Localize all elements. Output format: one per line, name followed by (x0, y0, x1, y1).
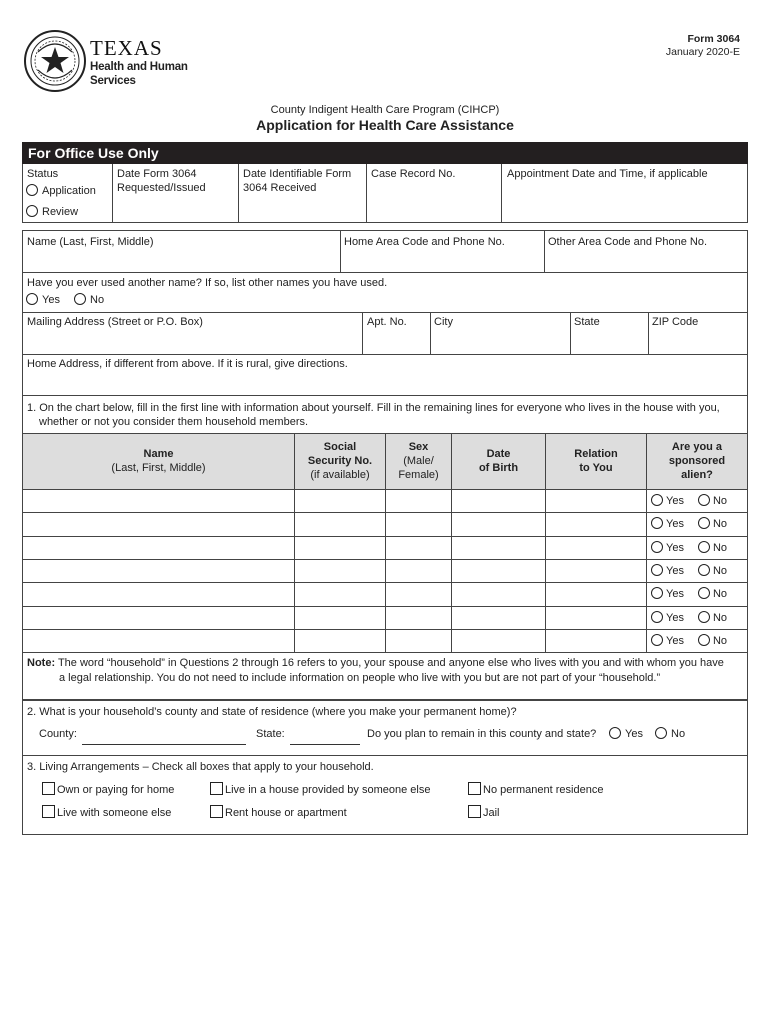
sponsored-no-option[interactable]: No (698, 495, 727, 507)
household-row[interactable] (651, 564, 727, 577)
form-date: January 2020-E (665, 46, 740, 58)
yes-radio[interactable] (609, 727, 621, 739)
zip-field[interactable]: ZIP Code (652, 316, 699, 328)
other-names-yes[interactable]: Yes (26, 293, 60, 307)
q1-text-line2: whether or not you consider them household members. (39, 416, 309, 428)
other-phone-field[interactable]: Other Area Code and Phone No. (548, 236, 707, 248)
status-label: Status (27, 168, 59, 180)
col-header-dob: Date of Birth (452, 434, 545, 489)
household-row[interactable] (651, 517, 727, 530)
own-home-checkbox[interactable] (42, 782, 55, 795)
page-title: Application for Health Care Assistance (256, 117, 514, 133)
texas-hhs-seal-logo (24, 30, 86, 92)
no-permanent-checkbox[interactable] (468, 782, 481, 795)
sponsored-no-option[interactable]: No (698, 518, 727, 530)
col-header-name: Name (Last, First, Middle) (23, 434, 294, 489)
no-radio[interactable] (698, 634, 710, 646)
sponsored-yes-option[interactable]: Yes (651, 612, 684, 624)
own-home-option[interactable]: Own or paying for home (42, 782, 174, 797)
agency-sub-1: Health and Human (90, 61, 188, 73)
household-note-line2: a legal relationship. You do not need to include information on people who live with you but are not part of your “household.” (59, 672, 661, 684)
jail-checkbox[interactable] (468, 805, 481, 818)
jail-option[interactable]: Jail (468, 805, 500, 820)
col-header-relation: Relation to You (546, 434, 646, 489)
yes-radio[interactable] (651, 541, 663, 553)
household-row[interactable] (651, 541, 727, 554)
name-field[interactable]: Name (Last, First, Middle) (27, 236, 154, 248)
county-input[interactable] (82, 744, 246, 745)
home-phone-field[interactable]: Home Area Code and Phone No. (344, 236, 505, 248)
no-radio[interactable] (698, 564, 710, 576)
yes-radio[interactable] (651, 517, 663, 529)
no-radio[interactable] (698, 587, 710, 599)
yes-radio[interactable] (26, 293, 38, 305)
sponsored-yes-option[interactable]: Yes (651, 518, 684, 530)
form-identifier (666, 33, 740, 59)
remain-yes[interactable]: Yes (609, 727, 643, 741)
col-header-sponsored-alien: Are you a sponsored alien? (647, 434, 747, 489)
agency-name: TEXAS (90, 36, 163, 60)
no-radio[interactable] (698, 611, 710, 623)
agency-sub-2: Services (90, 75, 136, 87)
yes-radio[interactable] (651, 587, 663, 599)
applicant-info-box (22, 230, 748, 396)
sponsored-yes-option[interactable]: Yes (651, 495, 684, 507)
yes-radio[interactable] (651, 564, 663, 576)
other-names-question: Have you ever used another name? If so, list other names you have used. (27, 277, 388, 289)
status-review-option[interactable]: Review (26, 205, 78, 219)
state-input[interactable] (290, 744, 360, 745)
yes-radio[interactable] (651, 634, 663, 646)
sponsored-no-option[interactable]: No (698, 565, 727, 577)
household-row[interactable] (651, 587, 727, 600)
agency-logo-text (90, 38, 188, 87)
no-radio[interactable] (698, 541, 710, 553)
apt-field[interactable]: Apt. No. (367, 316, 407, 328)
case-record-field[interactable]: Case Record No. (371, 168, 456, 180)
program-name: County Indigent Health Care Program (CIHCP) (270, 104, 500, 116)
household-row[interactable] (651, 494, 727, 507)
sponsored-no-option[interactable]: No (698, 542, 727, 554)
yes-radio[interactable] (651, 611, 663, 623)
q3-question: 3. Living Arrangements – Check all boxes that apply to your household. (27, 761, 374, 773)
yes-radio[interactable] (651, 494, 663, 506)
no-permanent-option[interactable]: No permanent residence (468, 782, 603, 797)
col-header-ssn: Social Security No. (if available) (295, 434, 385, 489)
review-radio[interactable] (26, 205, 38, 217)
county-label: County: (39, 728, 77, 740)
sponsored-yes-option[interactable]: Yes (651, 565, 684, 577)
sponsored-yes-option[interactable]: Yes (651, 588, 684, 600)
office-use-bar: For Office Use Only (22, 142, 748, 164)
live-with-someone-checkbox[interactable] (42, 805, 55, 818)
state-field[interactable]: State (574, 316, 600, 328)
remain-question: Do you plan to remain in this county and state? (367, 728, 597, 740)
household-row[interactable] (651, 634, 727, 647)
live-with-someone-option[interactable]: Live with someone else (42, 805, 171, 820)
date-identifiable-received-field[interactable]: Date Identifiable Form 3064 Received (243, 168, 352, 194)
form-number: Form 3064 (687, 33, 740, 45)
sponsored-no-option[interactable]: No (698, 612, 727, 624)
application-radio[interactable] (26, 184, 38, 196)
sponsored-no-option[interactable]: No (698, 588, 727, 600)
household-row[interactable] (651, 611, 727, 624)
status-application-option[interactable]: Application (26, 184, 96, 198)
mailing-address-field[interactable]: Mailing Address (Street or P.O. Box) (27, 316, 203, 328)
col-header-sex: Sex (Male/ Female) (386, 434, 451, 489)
appointment-field[interactable]: Appointment Date and Time, if applicable (507, 168, 708, 180)
home-address-field[interactable]: Home Address, if different from above. If it is rural, give directions. (27, 358, 348, 370)
no-radio[interactable] (698, 494, 710, 506)
q1-text-line1: 1. On the chart below, fill in the first line with information about yourself. Fill in the remaining lines for everyone who lives in the house with you, (27, 402, 720, 414)
state-label: State: (256, 728, 285, 740)
q2-question: 2. What is your household’s county and state of residence (where you make your permanent home)? (27, 706, 517, 718)
no-radio[interactable] (655, 727, 667, 739)
no-radio[interactable] (698, 517, 710, 529)
house-provided-option[interactable]: Live in a house provided by someone else (210, 782, 430, 797)
household-note: Note: The word “household” in Questions 2 through 16 refers to you, your spouse and anyone else who lives with you and with whom you have (27, 657, 724, 669)
sponsored-no-option[interactable]: No (698, 635, 727, 647)
sponsored-yes-option[interactable]: Yes (651, 635, 684, 647)
remain-no[interactable]: No (655, 727, 685, 741)
no-radio[interactable] (74, 293, 86, 305)
sponsored-yes-option[interactable]: Yes (651, 542, 684, 554)
house-provided-checkbox[interactable] (210, 782, 223, 795)
date-form-requested-field[interactable]: Date Form 3064 Requested/Issued (117, 168, 206, 194)
other-names-no[interactable]: No (74, 293, 104, 307)
rent-option[interactable]: Rent house or apartment (210, 805, 347, 820)
city-field[interactable]: City (434, 316, 453, 328)
rent-checkbox[interactable] (210, 805, 223, 818)
